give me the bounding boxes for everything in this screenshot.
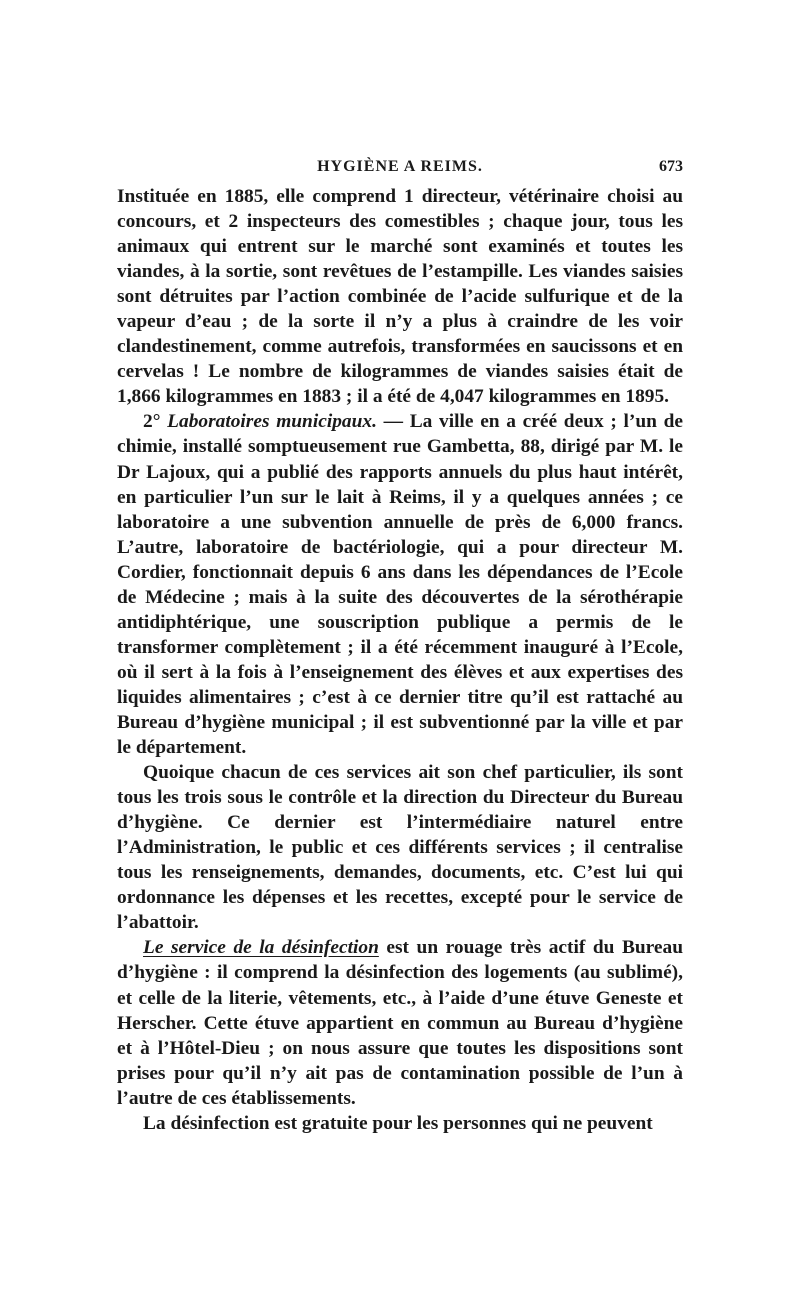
paragraph-desinfection-text: est un rouage très actif du Bureau d’hygiène : il comprend la désinfection des logements (au sublimé), et celle de la literie, vêtements, etc., à l’aide d’une étuve Geneste et Herscher. Cette étuve appartient en commun au Bureau d’hygiène et à l’Hôtel-Dieu ; on nous assure que toutes les dispositions sont prises pour qu’il n’y ait pas de contamination possible de l’un à l’autre de ces établissements. xyxy=(117,937,684,1109)
section-heading-desinfection: Le service de la désinfection xyxy=(143,937,379,959)
paragraph-gratuite: La désinfection est gratuite pour les personnes qui ne peuvent xyxy=(143,1112,653,1134)
body-text xyxy=(117,184,683,1136)
book-page xyxy=(117,150,683,1136)
paragraph-abattoir: Instituée en 1885, elle comprend 1 directeur, vétérinaire choisi au concours, et 2 inspecteurs des comestibles ; chaque jour, tous les animaux qui entrent sur le marché sont examinés et toutes les viandes, à la sortie, sont revêtues de l’estampille. Les viandes saisies sont détruites par l’action combinée de l’acide sulfurique et de la vapeur d’eau ; de la sorte il n’y a plus à craindre de les voir clandestinement, comme autrefois, transformées en saucissons et en cervelas ! Le nombre de kilogrammes de viandes saisies était de 1,866 kilogrammes en 1883 ; il a été de 4,047 kilogrammes en 1895. xyxy=(117,186,683,408)
page-number: 673 xyxy=(659,158,683,175)
section-heading-laboratoires: Laboratoires municipaux. xyxy=(167,411,377,433)
running-head-title: HYGIÈNE A REIMS. xyxy=(317,158,483,175)
section-number: 2° xyxy=(143,411,168,433)
paragraph-direction: Quoique chacun de ces services ait son chef particulier, ils sont tous les trois sous le contrôle et la direction du Directeur du Bureau d’hygiène. Ce dernier est l’intermédiaire naturel entre l’Administration, le public et ces différents services ; il centralise tous les renseignements, demandes, documents, etc. C’est lui qui ordonnance les dépenses et les recettes, excepté pour le service de l’abattoir. xyxy=(117,762,683,934)
paragraph-laboratoires xyxy=(117,409,683,760)
paragraph-laboratoires-text: — La ville en a créé deux ; l’un de chimie, installé somptueusement rue Gambetta, 88, dirigé par M. le Dr Lajoux, qui a publié des rapports annuels du plus haut intérêt, en particulier l’un sur le lait à Reims, il y a quelques années ; ce laboratoire a une subvention annuelle de près de 6,000 francs. L’autre, laboratoire de bactériologie, qui a pour directeur M. Cordier, fonctionnait depuis 6 ans dans les dépendances de l’Ecole de Médecine ; mais à la suite des découvertes de la sérothérapie antidiphtérique, une souscription publique a permis de le transformer complètement ; il a été récemment inauguré à l’Ecole, où il sert à la fois à l’enseignement des élèves et aux expertises des liquides alimentaires ; c’est à ce dernier titre qu’il est rattaché au Bureau d’hygiène municipal ; il est subventionné par la ville et par le département. xyxy=(117,411,683,759)
paragraph-desinfection xyxy=(117,935,683,1110)
running-head xyxy=(117,150,683,184)
